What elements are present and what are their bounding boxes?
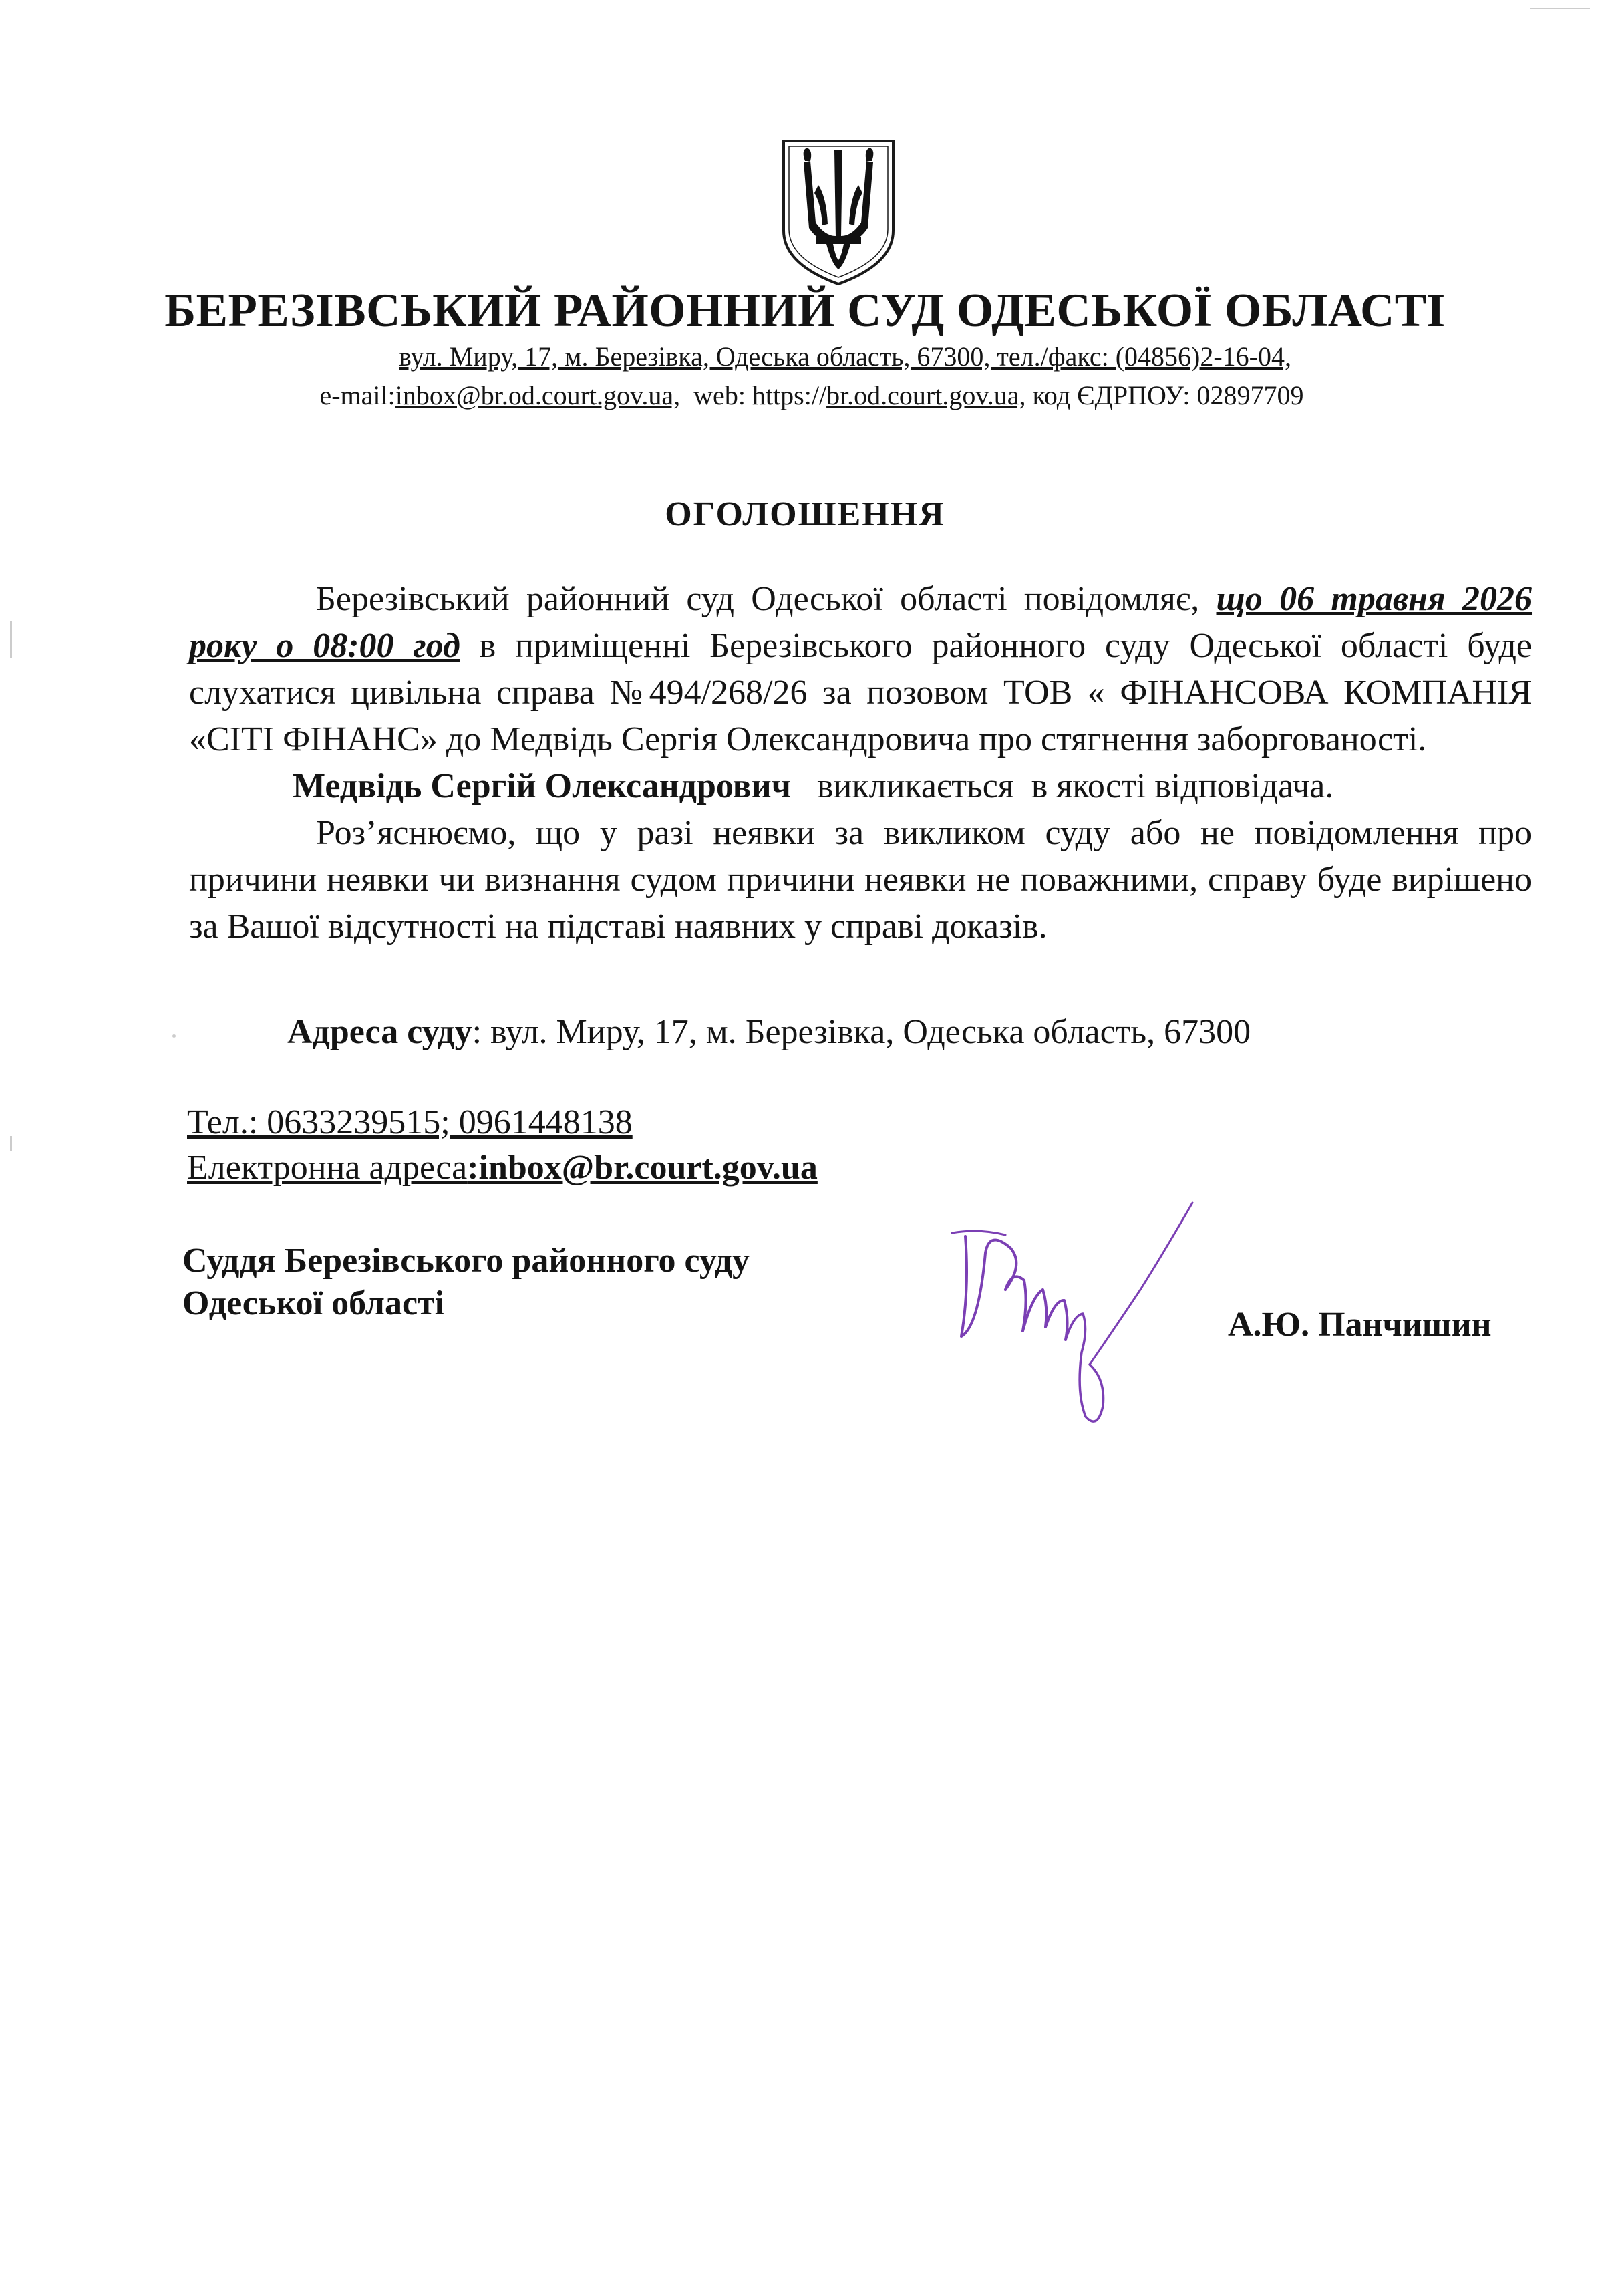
explanation-paragraph: Роз’яснюємо, що у разі неявки за викликом суду або не повідомлення про причини неявки чи визнання судом причини неявки не поважними, справу буде вирішено за Вашої відсутності на підставі наявних у справі доказів.: [189, 814, 1532, 946]
announcement-paragraph: [189, 576, 1532, 763]
scan-mark-left-3: [172, 1034, 176, 1038]
court-address-text: вул. Миру, 17, м. Березівка, Одеська область, 67300, тел./факс: (04856)2-16-04,: [399, 341, 1291, 372]
judge-title: [182, 1240, 750, 1325]
contact-email-label: Електронна адреса: [187, 1149, 468, 1187]
hearing-date-time: що 06 травня 2026 року о 08:00 год: [189, 580, 1533, 665]
court-address-line: [40, 341, 1610, 372]
court-email-link[interactable]: inbox@br.od.court.gov.ua,: [395, 380, 681, 410]
respondent-role: викликається в якості відповідача.: [790, 767, 1334, 805]
web-label: web: https://: [680, 380, 827, 410]
respondent-name: Медвідь Сергій Олександрович: [293, 767, 791, 805]
court-address-contact: [287, 1012, 1251, 1052]
respondent-paragraph: [189, 763, 1532, 810]
announcement-intro: Березівський районний суд Одеської області повідомляє,: [316, 580, 1217, 618]
announcement-body: [189, 576, 1532, 950]
judge-title-line-2: Одеської області: [182, 1284, 445, 1322]
coat-of-arms-emblem: [778, 137, 899, 287]
contact-email-value[interactable]: :inbox@br.court.gov.ua: [467, 1149, 818, 1187]
address-label: Адреса суду: [287, 1013, 472, 1051]
scan-mark-left-2: [10, 1136, 12, 1151]
contact-email-line: [187, 1148, 818, 1187]
judge-title-line-1: Суддя Березівського районного суду: [182, 1242, 750, 1280]
announcement-details: в приміщенні Березівського районного суду Одеської області буде слухатися цивільна справа №494/268/26 за позовом ТОВ « ФІНАНСОВА КОМПАНІЯ «СІТІ ФІНАНС» до Медвідь Сергія Олександровича про стягнення заборгованості.: [189, 627, 1532, 758]
phone-numbers: Тел.: 0633239515; 0961448138: [187, 1103, 633, 1141]
court-contacts-line: [7, 380, 1610, 411]
address-value: : вул. Миру, 17, м. Березівка, Одеська область, 67300: [472, 1013, 1251, 1051]
judge-name: А.Ю. Панчишин: [1228, 1306, 1492, 1344]
email-label: e-mail:: [319, 380, 395, 410]
document-title: ОГОЛОШЕННЯ: [665, 495, 945, 533]
court-web-link[interactable]: br.od.court.gov.ua,: [826, 380, 1026, 410]
handwritten-signature: [939, 1189, 1219, 1450]
court-name-heading: БЕРЕЗІВСЬКИЙ РАЙОННИЙ СУД ОДЕСЬКОЇ ОБЛАСТІ: [164, 285, 1446, 337]
scan-mark-top: [1530, 8, 1590, 9]
edrpou-code: код ЄДРПОУ: 02897709: [1025, 380, 1304, 410]
scan-mark-left-1: [10, 621, 12, 658]
